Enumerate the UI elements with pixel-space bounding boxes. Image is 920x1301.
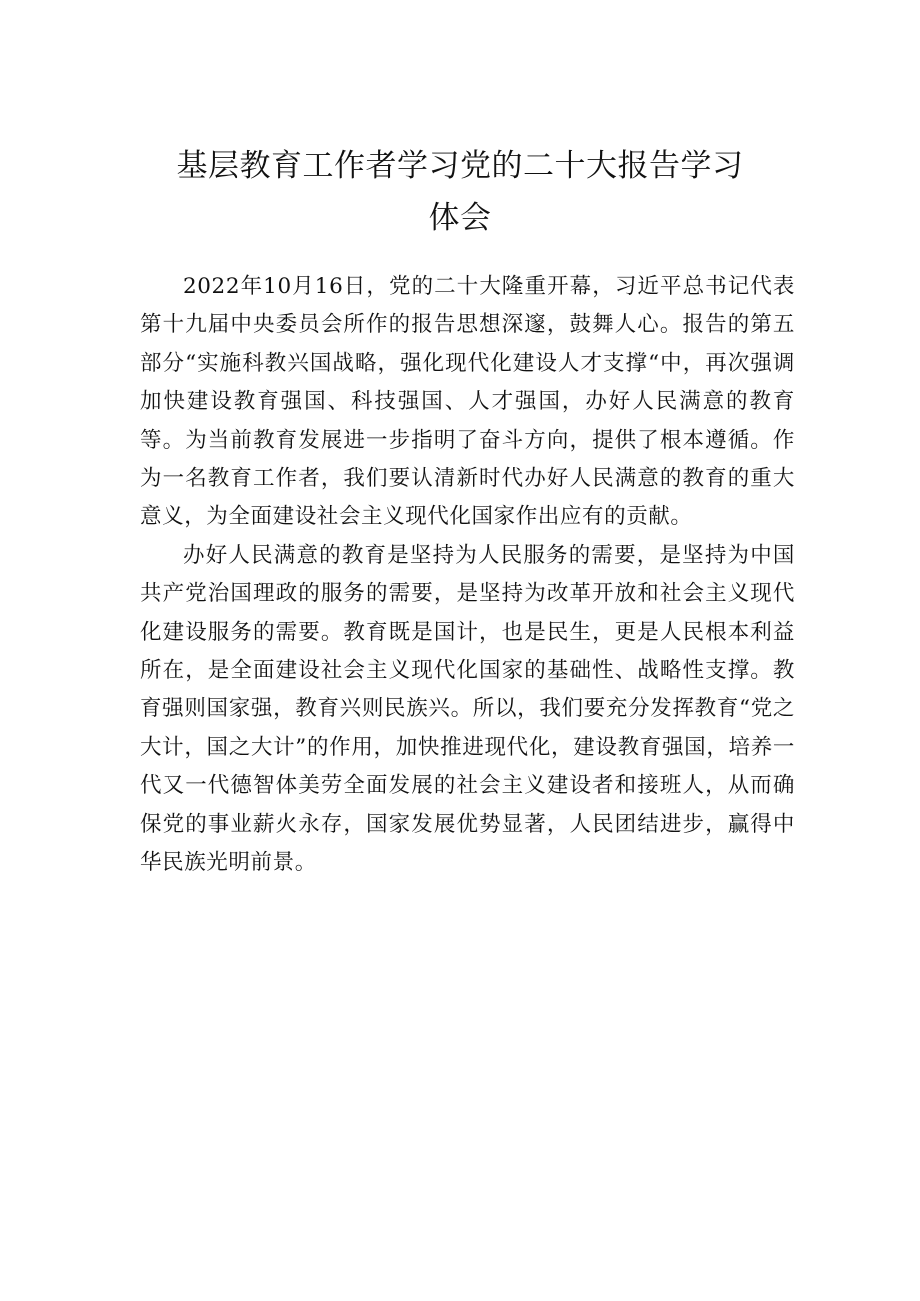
document-title: [120, 140, 800, 244]
title-line-1: 基层教育工作者学习党的二十大报告学习: [176, 148, 744, 184]
paragraph-1: 2022年10月16日，党的二十大隆重开幕，习近平总书记代表第十九届中央委员会所作的报告思想深邃，鼓舞人心。报告的第五部分“实施科教兴国战略，强化现代化建设人才支撑“中，再次强调加快建设教育强国、科技强国、人才强国，办好人民满意的教育等。为当前教育发展进一步指明了奋斗方向，提供了根本遵循。作为一名教育工作者，我们要认清新时代办好人民满意的教育的重大意义，为全面建设社会主义现代化国家作出应有的贡献。: [140, 274, 795, 530]
paragraph-2: 办好人民满意的教育是坚持为人民服务的需要，是坚持为中国共产党治国理政的服务的需要，是坚持为改革开放和社会主义现代化建设服务的需要。教育既是国计，也是民生，更是人民根本利益所在，是全面建设社会主义现代化国家的基础性、战略性支撑。教育强则国家强，教育兴则民族兴。所以，我们要充分发挥教育“党之大计，国之大计”的作用，加快推进现代化，建设教育强国，培养一代又一代德智体美劳全面发展的社会主义建设者和接班人，从而确保党的事业薪火永存，国家发展优势显著，人民团结进步，赢得中华民族光明前景。: [140, 542, 795, 876]
title-line-2: 体会: [428, 200, 492, 236]
document-body: [140, 268, 795, 883]
